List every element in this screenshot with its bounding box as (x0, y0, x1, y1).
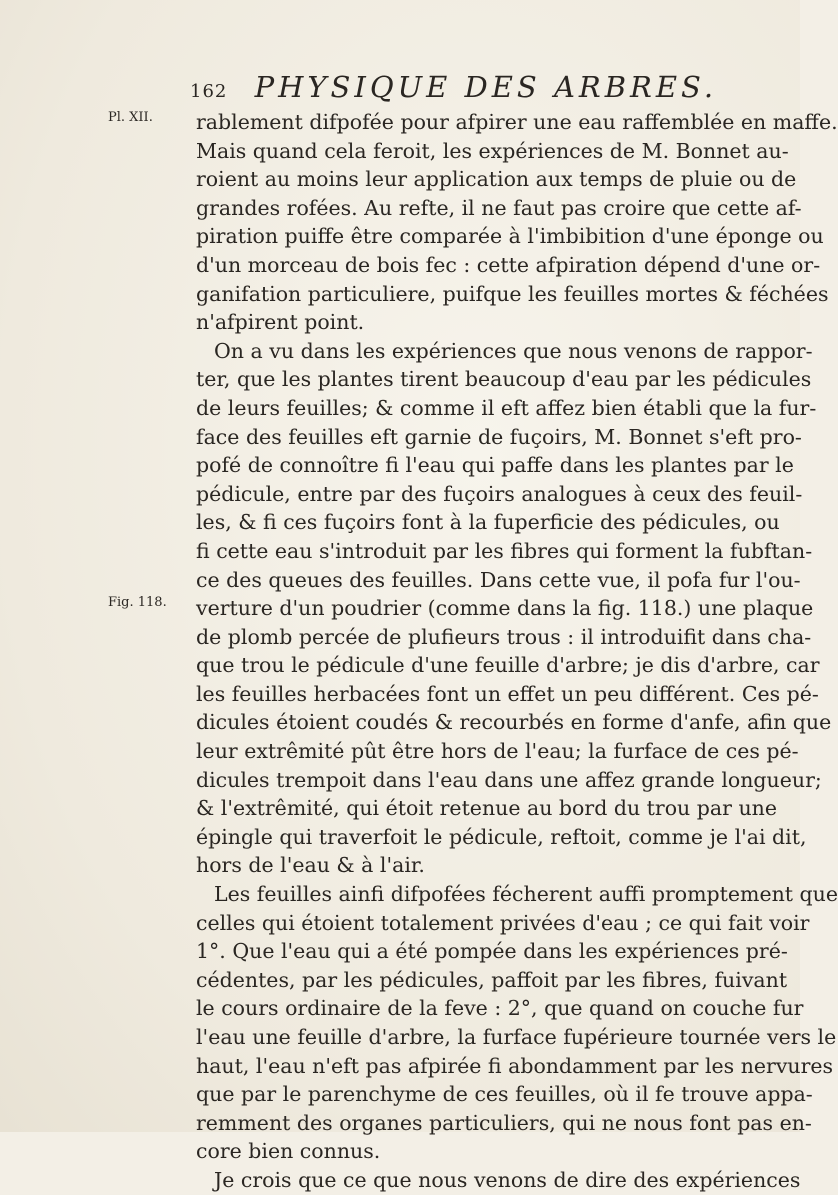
page-number: 162 (190, 81, 228, 102)
text-line: rablement difpofée pour afpirer une eau raffemblée en maffe. (196, 110, 838, 134)
text-line: d'un morceau de bois fec : cette afpiration dépend d'une or- (196, 252, 821, 277)
text-line: Je crois que ce que nous venons de dire des expériences (214, 1167, 801, 1192)
text-line: grandes rofées. Au refte, il ne faut pas croire que cette af- (196, 195, 802, 220)
margin-note-figure: Fig. 118. (108, 595, 167, 610)
text-line: Mais quand cela feroit, les expériences de M. Bonnet au- (196, 138, 789, 163)
text-line: de leurs feuilles; & comme il eft affez bien établi que la fur- (196, 395, 817, 420)
text-line: hors de l'eau & à l'air. (196, 853, 425, 878)
text-line: épingle qui traverfoit le pédicule, reftoit, comme je l'ai dit, (196, 824, 807, 849)
text-line: piration puiffe être comparée à l'imbibition d'une éponge ou (196, 224, 824, 249)
text-line: de plomb percée de plufieurs trous : il introduifit dans cha- (196, 624, 812, 649)
text-line: ganifation particuliere, puifque les feuilles mortes & féchées (196, 281, 829, 306)
text-line: haut, l'eau n'eft pas afpirée fi abondamment par les nervures (196, 1053, 834, 1078)
text-line: pofé de connoître fi l'eau qui paffe dans les plantes par le (196, 453, 794, 478)
text-line: n'afpirent point. (196, 310, 365, 335)
text-line: le cours ordinaire de la feve : 2°, que quand on couche fur (196, 996, 804, 1021)
text-line: les feuilles herbacées font un effet un peu différent. Ces pé- (196, 681, 819, 706)
text-line: fi cette eau s'introduit par les fibres qui forment la fubftan- (196, 538, 813, 563)
text-line: dicules étoient coudés & recourbés en forme d'anfe, afin que (196, 710, 832, 735)
body-text (196, 108, 838, 1195)
text-line: cédentes, par les pédicules, paffoit par les fibres, fuivant (196, 967, 788, 992)
text-line: Les feuilles ainfi difpofées fécherent auffi promptement que (214, 882, 838, 907)
text-line: leur extrêmité pût être hors de l'eau; la furface de ces pé- (196, 739, 799, 764)
text-line: pédicule, entre par des fuçoirs analogues à ceux des feuil- (196, 481, 803, 506)
text-line: celles qui étoient totalement privées d'eau ; ce qui fait voir (196, 910, 810, 935)
text-line: que trou le pédicule d'une feuille d'arbre; je dis d'arbre, car (196, 653, 820, 678)
text-line: roient au moins leur application aux temps de pluie ou de (196, 167, 797, 192)
text-line: remment des organes particuliers, qui ne nous font pas en- (196, 1110, 812, 1135)
text-line: verture d'un poudrier (comme dans la fig. 118.) une plaque (196, 596, 814, 621)
running-title: PHYSIQUE DES ARBRES. (254, 70, 718, 104)
text-line: & l'extrêmité, qui étoit retenue au bord du trou par une (196, 796, 777, 821)
text-line: les, & fi ces fuçoirs font à la fuperficie des pédicules, ou (196, 510, 780, 535)
text-line: On a vu dans les expériences que nous venons de rappor- (214, 338, 813, 363)
text-line: face des feuilles eft garnie de fuçoirs, M. Bonnet s'eft pro- (196, 424, 802, 449)
running-header (190, 70, 750, 104)
text-line: 1°. Que l'eau qui a été pompée dans les expériences pré- (196, 939, 788, 964)
text-line: l'eau une feuille d'arbre, la furface fupérieure tournée vers le (196, 1025, 837, 1049)
margin-note-plate: Pl. XII. (108, 110, 153, 125)
text-line: dicules trempoit dans l'eau dans une affez grande longueur; (196, 767, 822, 792)
text-line: ce des queues des feuilles. Dans cette vue, il pofa fur l'ou- (196, 567, 801, 592)
text-line: ter, que les plantes tirent beaucoup d'eau par les pédicules (196, 367, 812, 392)
text-line: que par le parenchyme de ces feuilles, où il fe trouve appa- (196, 1082, 813, 1107)
text-line: core bien connus. (196, 1139, 381, 1164)
